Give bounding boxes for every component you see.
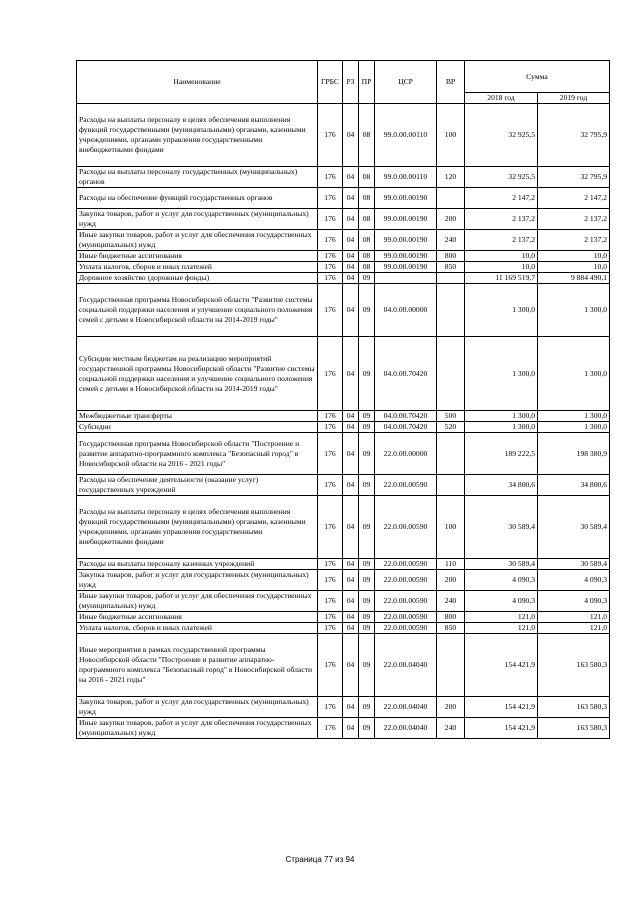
- row-vr: 800: [437, 612, 465, 623]
- row-sum-2018: 189 222,5: [465, 433, 538, 475]
- row-rz: 04: [343, 422, 359, 433]
- header-year-2018: 2018 год: [465, 93, 538, 104]
- table-row: [77, 167, 610, 188]
- row-name: Уплата налогов, сборов и иных платежей: [77, 623, 318, 634]
- row-grbs: 176: [318, 612, 343, 623]
- row-pr: 09: [359, 559, 375, 570]
- row-rz: 04: [343, 433, 359, 475]
- row-sum-2018: 2 147,2: [465, 188, 538, 209]
- row-vr: [437, 188, 465, 209]
- row-vr: 240: [437, 230, 465, 251]
- row-csr: 99.0.00.00190: [375, 230, 437, 251]
- table-row: [77, 496, 610, 559]
- row-csr: [375, 273, 437, 284]
- row-vr: 240: [437, 718, 465, 739]
- row-csr: 04.0.00.70420: [375, 337, 437, 411]
- row-grbs: 176: [318, 496, 343, 559]
- table-row: [77, 634, 610, 697]
- row-sum-2018: 4 090,3: [465, 570, 538, 591]
- row-grbs: 176: [318, 411, 343, 422]
- row-csr: 22.0.00.04040: [375, 634, 437, 697]
- row-vr: [437, 273, 465, 284]
- row-sum-2019: 9 884 490,1: [538, 273, 610, 284]
- row-rz: 04: [343, 591, 359, 612]
- row-rz: 04: [343, 273, 359, 284]
- row-sum-2019: 163 580,3: [538, 634, 610, 697]
- row-name: Закупка товаров, работ и услуг для государственных (муниципальных) нужд: [77, 570, 318, 591]
- header-rz: РЗ: [343, 61, 359, 104]
- row-csr: 22.0.00.00590: [375, 570, 437, 591]
- row-sum-2018: 10,0: [465, 262, 538, 273]
- row-grbs: 176: [318, 570, 343, 591]
- table-row: [77, 337, 610, 411]
- row-sum-2018: 10,0: [465, 251, 538, 262]
- row-csr: 22.0.00.00590: [375, 591, 437, 612]
- row-pr: 08: [359, 209, 375, 230]
- row-grbs: 176: [318, 422, 343, 433]
- row-sum-2018: 2 137,2: [465, 209, 538, 230]
- table-row: [77, 262, 610, 273]
- table-row: [77, 718, 610, 739]
- row-name: Субсидии: [77, 422, 318, 433]
- page-footer: [0, 855, 640, 864]
- row-pr: 09: [359, 634, 375, 697]
- row-grbs: 176: [318, 559, 343, 570]
- row-csr: 22.0.00.00590: [375, 475, 437, 496]
- row-grbs: 176: [318, 284, 343, 337]
- footer-separator: из: [335, 855, 344, 864]
- row-pr: 08: [359, 167, 375, 188]
- table-row: [77, 591, 610, 612]
- row-sum-2019: 121,0: [538, 612, 610, 623]
- row-vr: 200: [437, 209, 465, 230]
- table-row: [77, 411, 610, 422]
- row-grbs: 176: [318, 188, 343, 209]
- table-body: [77, 104, 610, 739]
- row-sum-2019: 34 800,6: [538, 475, 610, 496]
- row-csr: 22.0.00.00590: [375, 559, 437, 570]
- row-sum-2018: 154 421,9: [465, 634, 538, 697]
- row-vr: 110: [437, 559, 465, 570]
- row-rz: 04: [343, 104, 359, 167]
- row-csr: 99.0.00.00190: [375, 262, 437, 273]
- table-row: [77, 559, 610, 570]
- row-name: Расходы на выплаты персоналу казенных учреждений: [77, 559, 318, 570]
- row-grbs: 176: [318, 273, 343, 284]
- row-csr: 04.0.00.70420: [375, 422, 437, 433]
- row-rz: 04: [343, 209, 359, 230]
- table-row: [77, 612, 610, 623]
- row-name: Расходы на выплаты персоналу в целях обеспечения выполнения функций государственными (муниципальными) органами, казенными учреждениями, органами управления государственными внебюджетными фондами: [77, 104, 318, 167]
- row-sum-2019: 30 589,4: [538, 496, 610, 559]
- row-sum-2019: 1 300,0: [538, 284, 610, 337]
- row-grbs: 176: [318, 262, 343, 273]
- row-name: Дорожное хозяйство (дорожные фонды): [77, 273, 318, 284]
- header-sum: Сумма: [465, 61, 610, 93]
- row-name: Государственная программа Новосибирской области "Построение и развитие аппаратно-программного комплекса "Безопасный город" в Новосибирской области на 2016 - 2021 годы": [77, 433, 318, 475]
- footer-total-pages: 94: [345, 855, 355, 864]
- row-csr: 22.0.00.00000: [375, 433, 437, 475]
- table-row: [77, 188, 610, 209]
- row-grbs: 176: [318, 209, 343, 230]
- row-sum-2018: 30 589,4: [465, 559, 538, 570]
- row-sum-2019: 10,0: [538, 251, 610, 262]
- table-row: [77, 209, 610, 230]
- row-sum-2019: 2 137,2: [538, 209, 610, 230]
- table-row: [77, 475, 610, 496]
- row-grbs: 176: [318, 433, 343, 475]
- row-vr: 200: [437, 570, 465, 591]
- row-rz: 04: [343, 496, 359, 559]
- row-sum-2019: 163 580,3: [538, 718, 610, 739]
- row-vr: 800: [437, 251, 465, 262]
- row-vr: [437, 634, 465, 697]
- row-grbs: 176: [318, 623, 343, 634]
- row-pr: 09: [359, 337, 375, 411]
- row-grbs: 176: [318, 167, 343, 188]
- row-rz: 04: [343, 612, 359, 623]
- row-sum-2019: 1 300,0: [538, 337, 610, 411]
- row-grbs: 176: [318, 230, 343, 251]
- row-name: Иные закупки товаров, работ и услуг для обеспечения государственных (муниципальных) нужд: [77, 230, 318, 251]
- budget-table: [76, 60, 610, 739]
- row-rz: 04: [343, 188, 359, 209]
- table-row: [77, 230, 610, 251]
- row-sum-2018: 11 169 519,7: [465, 273, 538, 284]
- table-row: [77, 104, 610, 167]
- row-rz: 04: [343, 559, 359, 570]
- row-sum-2018: 1 300,0: [465, 411, 538, 422]
- row-sum-2018: 32 925,5: [465, 167, 538, 188]
- row-sum-2018: 121,0: [465, 623, 538, 634]
- row-name: Расходы на выплаты персоналу государственных (муниципальных) органов: [77, 167, 318, 188]
- row-name: Закупка товаров, работ и услуг для государственных (муниципальных) нужд: [77, 697, 318, 718]
- row-pr: 08: [359, 251, 375, 262]
- row-vr: 240: [437, 591, 465, 612]
- row-pr: 09: [359, 422, 375, 433]
- row-grbs: 176: [318, 251, 343, 262]
- row-sum-2019: 1 300,0: [538, 422, 610, 433]
- row-csr: 99.0.00.00190: [375, 209, 437, 230]
- row-grbs: 176: [318, 104, 343, 167]
- row-csr: 22.0.00.00590: [375, 612, 437, 623]
- row-csr: 22.0.00.04040: [375, 718, 437, 739]
- row-pr: 09: [359, 496, 375, 559]
- row-name: Расходы на обеспечение деятельности (оказание услуг) государственных учреждений: [77, 475, 318, 496]
- row-pr: 09: [359, 623, 375, 634]
- row-name: Закупка товаров, работ и услуг для государственных (муниципальных) нужд: [77, 209, 318, 230]
- row-csr: 99.0.00.00110: [375, 167, 437, 188]
- row-vr: [437, 284, 465, 337]
- row-sum-2019: 198 380,9: [538, 433, 610, 475]
- row-rz: 04: [343, 230, 359, 251]
- row-rz: 04: [343, 475, 359, 496]
- row-vr: 520: [437, 422, 465, 433]
- row-csr: 04.0.00.70420: [375, 411, 437, 422]
- row-vr: [437, 337, 465, 411]
- row-pr: 09: [359, 284, 375, 337]
- row-pr: 09: [359, 411, 375, 422]
- row-sum-2019: 32 795,9: [538, 104, 610, 167]
- row-sum-2018: 30 589,4: [465, 496, 538, 559]
- row-sum-2019: 2 147,2: [538, 188, 610, 209]
- table-row: [77, 433, 610, 475]
- row-csr: 04.0.00.00000: [375, 284, 437, 337]
- row-vr: [437, 475, 465, 496]
- row-name: Уплата налогов, сборов и иных платежей: [77, 262, 318, 273]
- row-rz: 04: [343, 284, 359, 337]
- row-grbs: 176: [318, 591, 343, 612]
- table-row: [77, 623, 610, 634]
- row-name: Расходы на обеспечение функций государственных органов: [77, 188, 318, 209]
- row-rz: 04: [343, 337, 359, 411]
- row-sum-2019: 30 589,4: [538, 559, 610, 570]
- row-sum-2019: 32 795,9: [538, 167, 610, 188]
- row-rz: 04: [343, 411, 359, 422]
- row-name: Межбюджетные трансферты: [77, 411, 318, 422]
- row-name: Иные мероприятия в рамках государственной программы Новосибирской области "Построение и развитие аппаратно-программного комплекса "Безопасный город" в Новосибирской области на 2016 - 2021 годы": [77, 634, 318, 697]
- row-name: Иные закупки товаров, работ и услуг для обеспечения государственных (муниципальных) нужд: [77, 718, 318, 739]
- row-sum-2019: 1 300,0: [538, 411, 610, 422]
- row-name: Иные бюджетные ассигнования: [77, 251, 318, 262]
- row-vr: 200: [437, 697, 465, 718]
- row-sum-2018: 1 300,0: [465, 422, 538, 433]
- row-name: Государственная программа Новосибирской области "Развитие системы социальной поддержки населения и улучшение социального положения семей с детьми в Новосибирской области на 2014-2019 годы": [77, 284, 318, 337]
- table-row: [77, 273, 610, 284]
- row-csr: 22.0.00.00590: [375, 623, 437, 634]
- row-sum-2019: 121,0: [538, 623, 610, 634]
- row-rz: 04: [343, 697, 359, 718]
- row-sum-2019: 10,0: [538, 262, 610, 273]
- header-year-2019: 2019 год: [538, 93, 610, 104]
- table-row: [77, 697, 610, 718]
- row-grbs: 176: [318, 337, 343, 411]
- footer-page-number: 77: [324, 855, 333, 864]
- row-pr: 09: [359, 612, 375, 623]
- footer-prefix: Страница: [285, 855, 322, 864]
- row-sum-2018: 121,0: [465, 612, 538, 623]
- header-csr: ЦСР: [375, 61, 437, 104]
- row-pr: 08: [359, 104, 375, 167]
- row-pr: 09: [359, 433, 375, 475]
- row-vr: 100: [437, 496, 465, 559]
- row-grbs: 176: [318, 718, 343, 739]
- header-grbs: ГРБС: [318, 61, 343, 104]
- row-pr: 08: [359, 262, 375, 273]
- row-vr: [437, 433, 465, 475]
- row-name: Субсидии местным бюджетам на реализацию мероприятий государственной программы Новосибирской области "Развитие системы социальной поддержки населения и улучшение социального положения семей с детьми в Новосибирской области на 2014-2019 годы": [77, 337, 318, 411]
- row-vr: 120: [437, 167, 465, 188]
- row-pr: 09: [359, 273, 375, 284]
- row-pr: 09: [359, 475, 375, 496]
- row-grbs: 176: [318, 697, 343, 718]
- row-sum-2019: 163 580,3: [538, 697, 610, 718]
- table-row: [77, 284, 610, 337]
- row-pr: 09: [359, 718, 375, 739]
- row-rz: 04: [343, 167, 359, 188]
- row-sum-2018: 154 421,9: [465, 697, 538, 718]
- row-pr: 09: [359, 591, 375, 612]
- row-pr: 08: [359, 188, 375, 209]
- row-vr: 850: [437, 623, 465, 634]
- row-csr: 22.0.00.00590: [375, 496, 437, 559]
- row-name: Расходы на выплаты персоналу в целях обеспечения выполнения функций государственными (муниципальными) органами, казенными учреждениями, органами управления государственными внебюджетными фондами: [77, 496, 318, 559]
- row-rz: 04: [343, 570, 359, 591]
- header-name: Наименование: [77, 61, 318, 104]
- table-row: [77, 422, 610, 433]
- row-sum-2018: 154 421,9: [465, 718, 538, 739]
- row-sum-2019: 4 090,3: [538, 570, 610, 591]
- row-rz: 04: [343, 262, 359, 273]
- row-grbs: 176: [318, 475, 343, 496]
- row-vr: 100: [437, 104, 465, 167]
- row-sum-2018: 32 925,5: [465, 104, 538, 167]
- row-pr: 09: [359, 697, 375, 718]
- row-csr: 99.0.00.00190: [375, 188, 437, 209]
- row-sum-2018: 34 800,6: [465, 475, 538, 496]
- row-rz: 04: [343, 251, 359, 262]
- header-vr: ВР: [437, 61, 465, 104]
- row-sum-2019: 4 090,3: [538, 591, 610, 612]
- row-rz: 04: [343, 623, 359, 634]
- row-grbs: 176: [318, 634, 343, 697]
- row-sum-2018: 4 090,3: [465, 591, 538, 612]
- row-pr: 09: [359, 570, 375, 591]
- row-csr: 22.0.00.04040: [375, 697, 437, 718]
- header-pr: ПР: [359, 61, 375, 104]
- row-rz: 04: [343, 718, 359, 739]
- row-sum-2018: 2 137,2: [465, 230, 538, 251]
- row-vr: 850: [437, 262, 465, 273]
- row-sum-2019: 2 137,2: [538, 230, 610, 251]
- table-row: [77, 251, 610, 262]
- row-name: Иные бюджетные ассигнования: [77, 612, 318, 623]
- row-csr: 99.0.00.00190: [375, 251, 437, 262]
- row-vr: 500: [437, 411, 465, 422]
- row-name: Иные закупки товаров, работ и услуг для обеспечения государственных (муниципальных) нужд: [77, 591, 318, 612]
- row-sum-2018: 1 300,0: [465, 284, 538, 337]
- table-row: [77, 570, 610, 591]
- row-csr: 99.0.00.00110: [375, 104, 437, 167]
- row-sum-2018: 1 300,0: [465, 337, 538, 411]
- row-pr: 08: [359, 230, 375, 251]
- row-rz: 04: [343, 634, 359, 697]
